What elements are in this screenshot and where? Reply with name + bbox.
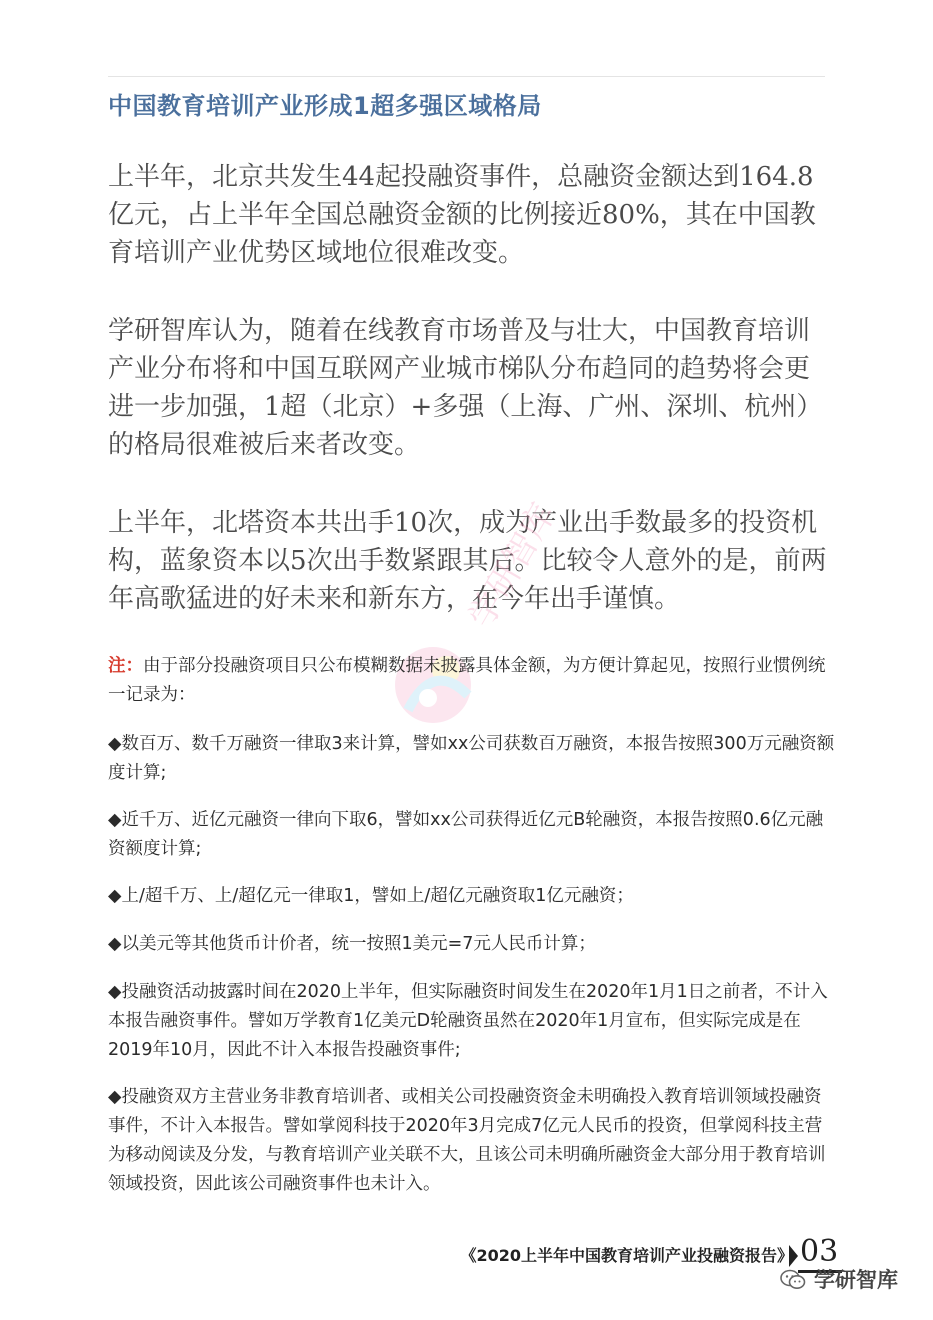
note-item-4: ◆以美元等其他货币计价者，统一按照1美元=7元人民币计算； bbox=[108, 934, 596, 954]
note-intro bbox=[108, 652, 838, 710]
note-intro-text: 由于部分投融资项目只公布模糊数据未披露具体金额，为方便计算起见，按照行业惯例统一记录为： bbox=[108, 656, 826, 705]
wechat-icon bbox=[780, 1269, 806, 1291]
footer-report-title: 《2020上半年中国教育培训产业投融资报告》 bbox=[460, 1246, 793, 1265]
note-item-5: ◆投融资活动披露时间在2020上半年，但实际融资时间发生在2020年1月1日之前者，不计入本报告融资事件。譬如万学教育1亿美元D轮融资虽然在2020年1月宣布，但实际完成是在2019年10月，因此不计入本报告投融资事件; bbox=[108, 982, 828, 1060]
top-divider bbox=[108, 76, 825, 77]
watermark-text: 学研智库 bbox=[461, 496, 564, 635]
section-title: 中国教育培训产业形成1超多强区域格局 bbox=[108, 92, 542, 120]
note-item-3: ◆上/超千万、上/超亿元一律取1，譬如上/超亿元融资取1亿元融资； bbox=[108, 886, 634, 906]
wechat-account-name: 学研智库 bbox=[814, 1268, 898, 1292]
note-item-2: ◆近千万、近亿元融资一律向下取6，譬如xx公司获得近亿元B轮融资，本报告按照0.6亿元融资额度计算; bbox=[108, 810, 824, 859]
note-label: 注： bbox=[108, 656, 143, 676]
note-item-1: ◆数百万、数千万融资一律取3来计算，譬如xx公司获数百万融资，本报告按照300万元融资额度计算; bbox=[108, 734, 835, 783]
wechat-account-badge[interactable] bbox=[780, 1266, 898, 1294]
paragraph-investors: 上半年，北塔资本共出手10次，成为产业出手数最多的投资机构，蓝象资本以5次出手数紧跟其后。比较令人意外的是，前两年高歌猛进的好未来和新东方，在今年出手谨慎。 bbox=[108, 508, 827, 614]
note-item-6: ◆投融资双方主营业务非教育培训者、或相关公司投融资资金未明确投入教育培训领域投融资事件，不计入本报告。譬如掌阅科技于2020年3月完成7亿元人民币的投资，但掌阅科技主营为移动阅读及分发，与教育培训产业关联不大，且该公司未明确所融资金大部分用于教育培训领域投资，因此该公司融资事件也未计入。 bbox=[108, 1087, 826, 1194]
page-number: 03 bbox=[800, 1234, 839, 1269]
paragraph-beijing: 上半年，北京共发生44起投融资事件，总融资金额达到164.8亿元，占上半年全国总融资金额的比例接近80%，其在中国教育培训产业优势区域地位很难改变。 bbox=[108, 162, 816, 268]
paragraph-distribution: 学研智库认为，随着在线教育市场普及与壮大，中国教育培训产业分布将和中国互联网产业城市梯队分布趋同的趋势将会更进一步加强，1超（北京）+多强（上海、广州、深圳、杭州）的格局很难被后来者改变。 bbox=[108, 316, 823, 460]
footer-arrow-icon bbox=[789, 1245, 798, 1267]
